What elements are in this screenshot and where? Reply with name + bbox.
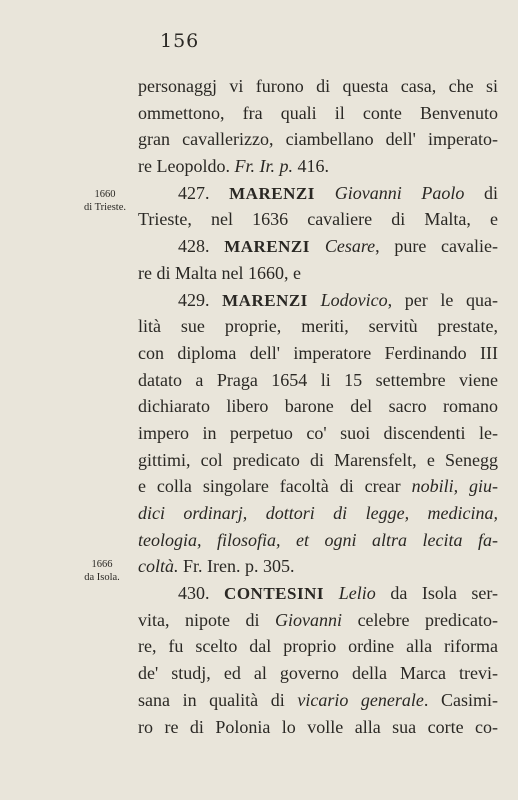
text-line	[138, 633, 498, 660]
text-segment: Fr. Ir. p.	[234, 156, 293, 177]
text-segment: 430.	[178, 583, 225, 604]
text-segment: da Isola ser-	[375, 583, 499, 604]
text-segment: Cesare	[324, 236, 376, 257]
text-line	[138, 153, 498, 180]
text-segment: Giovanni Paolo	[334, 182, 465, 203]
text-line	[138, 714, 498, 741]
text-segment: Fr. Iren. p. 305.	[178, 556, 295, 577]
text-line	[138, 607, 498, 634]
text-line	[138, 340, 498, 367]
margin-note-1666	[74, 558, 130, 584]
text-segment: , pure cavalie-	[375, 236, 498, 257]
entry-surname: CONTESINI	[224, 584, 339, 604]
text-line	[138, 660, 498, 687]
text-line	[138, 233, 498, 260]
text-segment: re Leopoldo.	[138, 156, 235, 177]
text-segment: 428.	[178, 236, 225, 257]
text-line	[138, 313, 498, 340]
text-segment: 429.	[178, 289, 223, 310]
text-segment: gran cavallerizzo, ciambellano dell' imperato-	[138, 129, 498, 150]
text-segment: Lodovico	[320, 289, 388, 310]
text-segment: celebre predicato-	[342, 609, 498, 630]
text-segment: ro re di Polonia lo volle alla sua corte co-	[138, 716, 498, 737]
text-segment: nobili, giu-	[411, 476, 499, 497]
text-line	[138, 260, 498, 287]
text-segment: teologia, filosofia, et ogni altra lecita fa-	[138, 529, 498, 550]
text-segment: vita, nipote di	[138, 609, 276, 630]
page-number: 156	[160, 30, 200, 52]
text-segment: personaggj vi furono di questa casa, che si	[138, 76, 498, 96]
text-segment: lità sue proprie, meriti, servitù prestate,	[138, 316, 498, 337]
text-segment: dichiarato libero barone del sacro romano	[138, 396, 498, 417]
text-line	[138, 580, 498, 607]
text-line	[138, 420, 498, 447]
text-line	[138, 206, 498, 233]
text-line	[138, 367, 498, 394]
text-segment: . Casimi-	[423, 689, 498, 710]
text-line	[138, 73, 498, 100]
text-segment: re, fu scelto dal proprio ordine alla riforma	[138, 636, 498, 657]
text-line	[138, 447, 498, 474]
text-segment: ommettono, fra quali il conte Benvenuto	[138, 102, 498, 123]
text-segment: 416.	[292, 156, 329, 177]
text-segment: , per le qua-	[387, 289, 498, 310]
text-segment: gittimi, col predicato di Marensfelt, e Senegg	[138, 449, 498, 470]
text-segment: Lelio	[338, 583, 376, 604]
text-segment: impero in perpetuo co' suoi discendenti le-	[138, 422, 498, 443]
text-line	[138, 473, 498, 500]
margin-note-place: da Isola.	[84, 572, 120, 583]
text-segment: di	[464, 182, 498, 203]
body-text	[138, 73, 498, 740]
text-segment: 427.	[178, 182, 230, 203]
text-segment: Giovanni	[275, 609, 343, 630]
entry-surname: MARENZI	[222, 290, 321, 310]
text-line	[138, 527, 498, 554]
text-line	[138, 126, 498, 153]
text-line	[138, 180, 498, 207]
margin-note-year: 1666	[91, 559, 113, 570]
text-segment: re di Malta nel 1660, e	[138, 262, 301, 283]
text-segment: con diploma dell' imperatore Ferdinando III	[138, 342, 498, 363]
text-segment: datato a Praga 1654 li 15 settembre viene	[138, 369, 498, 390]
text-line	[138, 553, 498, 580]
text-segment: e colla singolare facoltà di crear	[138, 476, 412, 497]
margin-note-year: 1660	[94, 189, 116, 200]
text-line	[138, 393, 498, 420]
entry-surname: MARENZI	[224, 237, 325, 257]
margin-note-1660	[80, 188, 130, 214]
text-line	[138, 287, 498, 314]
text-line	[138, 687, 498, 714]
text-segment: coltà.	[138, 556, 179, 577]
text-segment: vicario generale	[297, 689, 424, 710]
text-segment: de' studj, ed al governo della Marca trevi-	[138, 663, 498, 684]
text-line	[138, 100, 498, 127]
text-segment: Trieste, nel 1636 cavaliere di Malta, e	[138, 209, 498, 230]
text-segment: sana in qualità di	[138, 689, 298, 710]
margin-note-place: di Trieste.	[83, 202, 126, 213]
text-segment: dici ordinarj, dottori di legge, medicina,	[138, 503, 498, 523]
text-line	[138, 500, 498, 527]
entry-surname: MARENZI	[229, 183, 335, 203]
